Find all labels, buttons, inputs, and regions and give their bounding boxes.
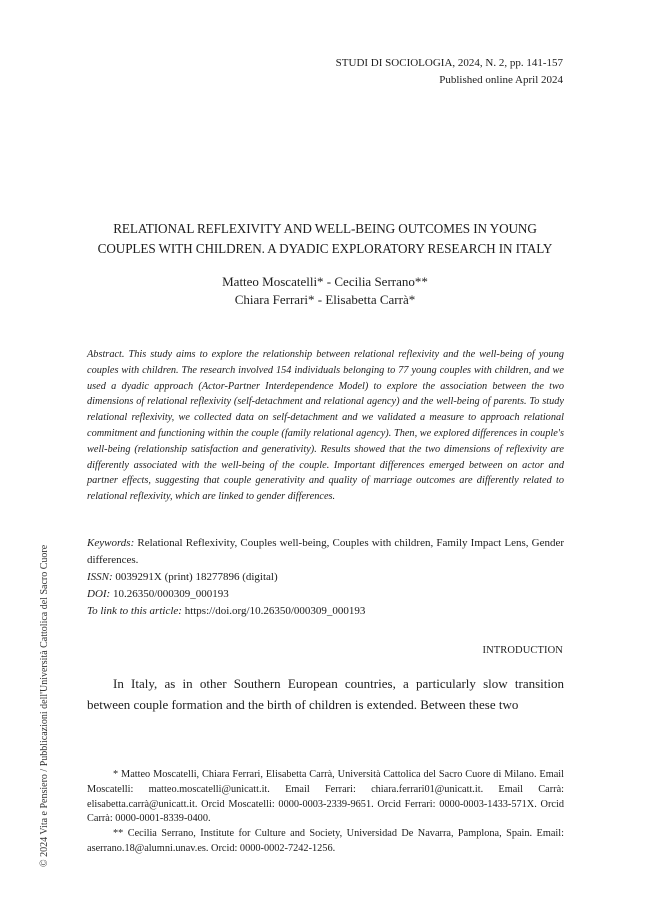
issn-label: ISSN:	[87, 571, 113, 583]
keywords-row	[87, 535, 564, 569]
abstract: Abstract. This study aims to explore the relationship between relational reflexivity and the well-being of young couples with children. The research involved 154 individuals belonging to 77 young couples with children, and we used a dyadic approach (Actor-Partner Interdependence Model) to explore the association between the two dimensions of relational reflexivity (self-detachment and relational agency) and the well-being of parents. To study relational reflexivity, we collected data on self-detachment and we validated a measure to approach relational commitment and functioning within the couple (family relational agency). Then, we explored differences in couple's well-being (relationship satisfaction and generativity). Results showed that the two dimensions of reflexivity are differently associated with the well-being of the couple. Important differences emerged between on actor and partner effects, suggesting that couple generativity and quality of marriage outcomes are differently related to relational reflexivity, which are linked to gender differences.	[87, 349, 564, 503]
copyright-notice: © 2024 Vita e Pensiero / Pubblicazioni dell'Università Cattolica del Sacro Cuore	[39, 544, 50, 867]
publication-date: Published online April 2024	[439, 74, 563, 86]
author-line-2: Chiara Ferrari* - Elisabetta Carrà*	[234, 292, 416, 307]
article-metadata	[87, 535, 564, 620]
article-link-label: To link to this article:	[87, 605, 182, 617]
keywords-value: Relational Reflexivity, Couples well-being, Couples with children, Family Impact Lens, Gender differences.	[87, 537, 564, 566]
doi-row	[87, 586, 564, 603]
doi-value: 10.26350/000309_000193	[112, 588, 229, 600]
article-link-row	[87, 603, 564, 620]
author-line-1: Matteo Moscatelli* - Cecilia Serrano**	[222, 274, 428, 289]
footnote-2: ** Cecilia Serrano, Institute for Culture and Society, Universidad De Navarra, Pamplona, Spain. Email: aserrano.18@alumni.unav.es. Orcid: 0000-0002-7242-1256.	[87, 828, 564, 854]
article-link[interactable]: https://doi.org/10.26350/000309_000193	[184, 605, 366, 617]
footnotes	[87, 768, 564, 857]
doi-label: DOI:	[87, 588, 111, 600]
body-paragraph: In Italy, as in other Southern European countries, a particularly slow transition between couple formation and the birth of children is extended. Between these two	[87, 676, 564, 712]
keywords-label: Keywords:	[87, 537, 135, 549]
journal-citation: STUDI DI SOCIOLOGIA, 2024, N. 2, pp. 141-157	[335, 57, 563, 69]
issn-value: 0039291X (print) 18277896 (digital)	[115, 571, 278, 583]
footnote-1: * Matteo Moscatelli, Chiara Ferrari, Elisabetta Carrà, Università Cattolica del Sacro Cuore di Milano. Email Moscatelli: matteo.moscatelli@unicatt.it. Email Ferrari: chiara.ferrari01@unicatt.it. Email Carrà: elisabetta.carrà@unicatt.it. Orcid Moscatelli: 0000-0003-2339-9651. Orcid Ferrari: 0000-0003-1433-571X. Orcid Carrà: 0000-0001-8339-0400.	[87, 769, 564, 825]
author-list	[86, 273, 564, 309]
article-title: RELATIONAL REFLEXIVITY AND WELL-BEING OUTCOMES IN YOUNG COUPLES WITH CHILDREN. A DYADIC EXPLORATORY RESEARCH IN ITALY	[97, 221, 553, 256]
issn-row	[87, 569, 564, 586]
section-heading: INTRODUCTION	[482, 645, 563, 656]
